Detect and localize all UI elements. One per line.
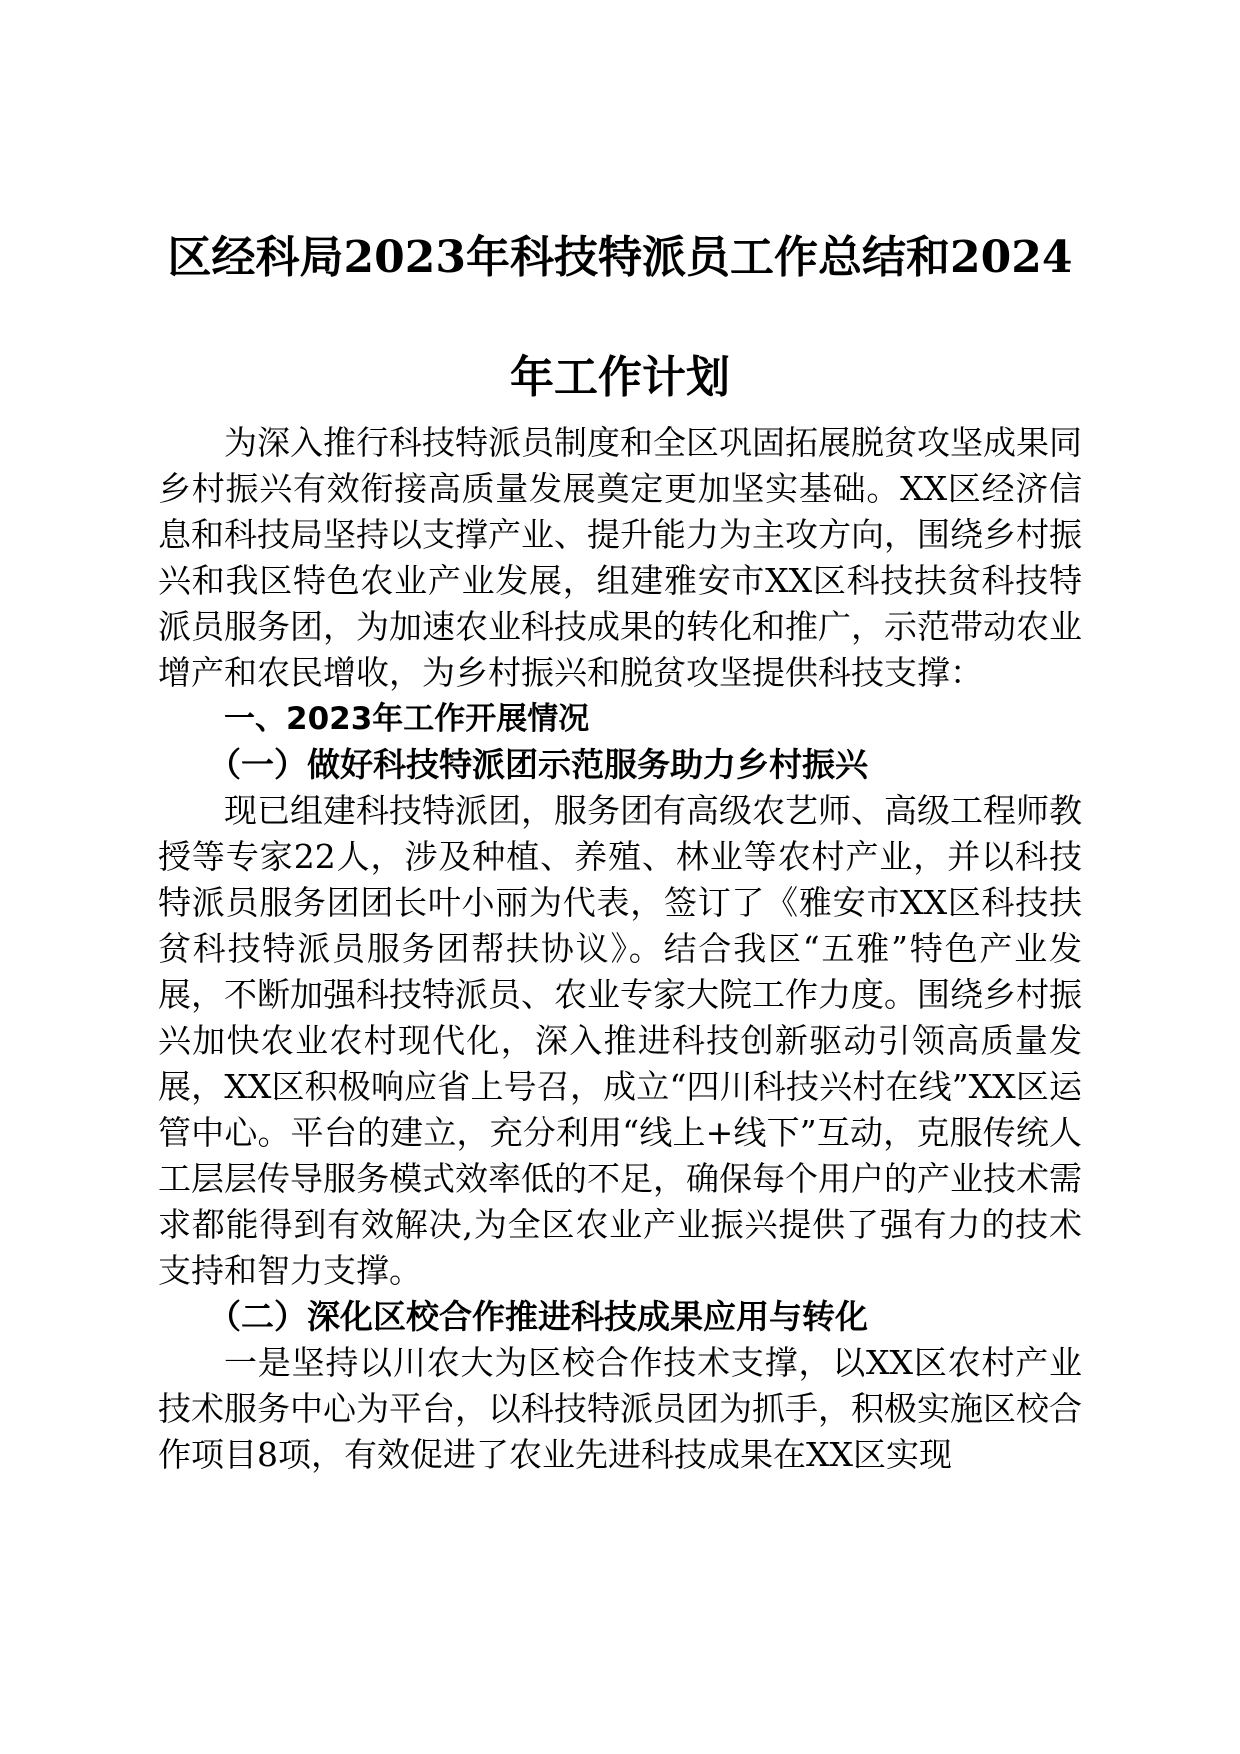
document-title-line-2: 年工作计划 bbox=[510, 352, 730, 403]
section-1-heading: 一、2023年工作开展情况 bbox=[224, 701, 590, 737]
subsection-1-heading: （一）做好科技特派团示范服务助力乡村振兴 bbox=[208, 745, 868, 784]
document-title-line-1: 区经科局2023年科技特派员工作总结和2024 bbox=[167, 232, 1073, 283]
subsection-2-heading: （二）深化区校合作推进科技成果应用与转化 bbox=[208, 1297, 868, 1336]
subsection-1-paragraph: 现已组建科技特派团，服务团有高级农艺师、高级工程师教授等专家22人，涉及种植、养殖、林业等农村产业，并以科技特派员服务团团长叶小丽为代表，签订了《雅安市XX区科技扶贫科技特派员服务团帮扶协议》。结合我区“五雅”特色产业发展，不断加强科技特派员、农业专家大院工作力度。围绕乡村振兴加快农业农村现代化，深入推进科技创新驱动引领高质量发展，XX区积极响应省上号召，成立“四川科技兴村在线”XX区运管中心。平台的建立，充分利用“线上+线下”互动，克服传统人工层层传导服务模式效率低的不足，确保每个用户的产业技术需求都能得到有效解决,为全区农业产业振兴提供了强有力的技术支持和智力支撑。 bbox=[158, 791, 1082, 1290]
document-body bbox=[158, 420, 1082, 1478]
intro-paragraph: 为深入推行科技特派员制度和全区巩固拓展脱贫攻坚成果同乡村振兴有效衔接高质量发展奠定更加坚实基础。XX区经济信息和科技局坚持以支撑产业、提升能力为主攻方向，围绕乡村振兴和我区特色农业产业发展，组建雅安市XX区科技扶贫科技特派员服务团，为加速农业科技成果的转化和推广，示范带动农业增产和农民增收，为乡村振兴和脱贫攻坚提供科技支撑： bbox=[158, 423, 1082, 692]
subsection-2-paragraph: 一是坚持以川农大为区校合作技术支撑，以XX区农村产业技术服务中心为平台，以科技特派员团为抓手，积极实施区校合作项目8项，有效促进了农业先进科技成果在XX区实现 bbox=[158, 1343, 1082, 1474]
